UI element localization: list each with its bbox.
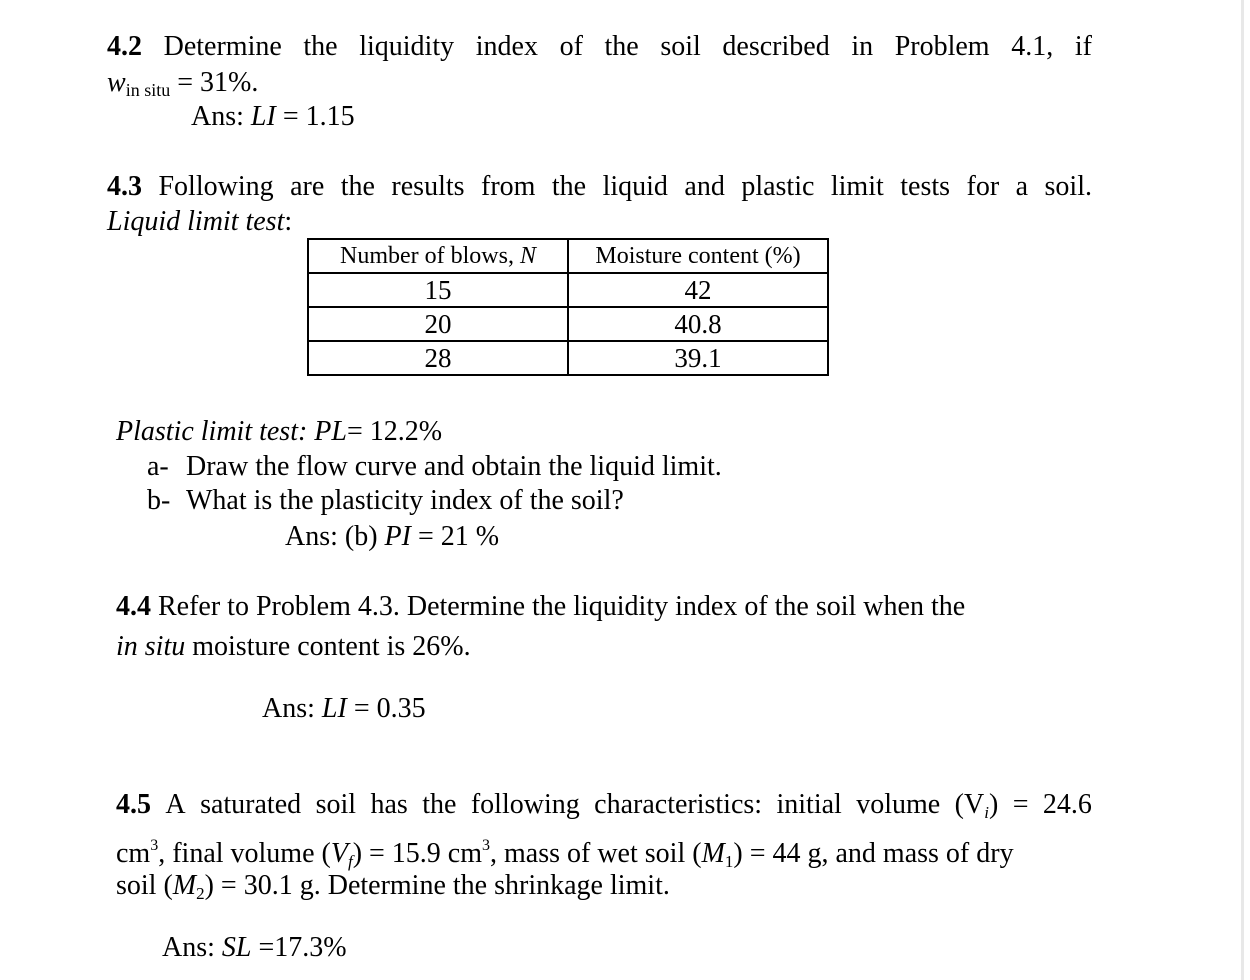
word: Problem	[894, 31, 990, 62]
word: of	[559, 31, 583, 62]
word: index	[475, 31, 538, 62]
problem-text: moisture content is 26%.	[185, 631, 471, 662]
answer-value: =17.3%	[251, 932, 347, 963]
word: saturated	[200, 789, 302, 820]
liquid-limit-label: Liquid limit test	[107, 206, 285, 237]
word: are	[290, 171, 325, 202]
problem-4-3-line1	[107, 170, 1092, 204]
header-moisture: Moisture content (%)	[568, 239, 828, 273]
problem-number: 4.3	[107, 171, 142, 202]
unit: cm	[116, 838, 151, 869]
word: plastic	[741, 171, 815, 202]
word: Determine	[163, 31, 282, 62]
text: ) = 15.9 cm	[352, 838, 483, 869]
liquid-limit-table	[307, 238, 829, 376]
word: soil.	[1044, 171, 1092, 202]
problem-4-5-answer	[162, 931, 347, 965]
word: the	[340, 171, 375, 202]
problem-4-4-line1	[116, 590, 965, 624]
word: and	[684, 171, 725, 202]
problem-number: 4.4	[116, 591, 151, 622]
m1-subscript: 1	[724, 852, 734, 871]
word: A	[165, 789, 186, 820]
cell-moisture: 42	[568, 273, 828, 307]
word: has	[370, 789, 408, 820]
word: soil	[660, 31, 701, 62]
m1-symbol: M	[701, 838, 725, 869]
question-b-text: What is the plasticity index of the soil?	[186, 485, 624, 516]
problem-4-5-line1	[116, 788, 1092, 830]
word: liquid	[602, 171, 668, 202]
cell-moisture: 40.8	[568, 307, 828, 341]
word: following	[470, 789, 580, 820]
answer-value: = 1.15	[275, 101, 355, 132]
word: liquidity	[359, 31, 455, 62]
problem-4-5-line3	[116, 869, 670, 911]
header-blows	[308, 239, 568, 273]
problem-4-3-answer	[285, 520, 499, 554]
cell-blows: 15	[308, 273, 568, 307]
answer-variable: PI	[384, 521, 411, 552]
header-blows-text: Number of blows,	[340, 242, 520, 269]
answer-label: Ans:	[162, 932, 222, 963]
superscript: 3	[150, 837, 159, 854]
word: characteristics:	[594, 789, 763, 820]
word: limit	[830, 171, 884, 202]
cell-blows: 28	[308, 341, 568, 375]
word: tests	[900, 171, 951, 202]
word: the	[551, 171, 587, 202]
word: results	[391, 171, 465, 202]
text: , mass of wet soil (	[490, 838, 702, 869]
m2-subscript: 2	[196, 884, 205, 903]
question-a-marker: a-	[147, 451, 169, 482]
question-b	[147, 484, 624, 518]
answer-label: Ans:	[262, 693, 322, 724]
problem-4-4-answer	[262, 692, 426, 726]
word: soil	[315, 789, 357, 820]
word: initial	[776, 789, 842, 820]
answer-variable: SL	[221, 932, 252, 963]
vf-symbol: V	[330, 838, 348, 869]
answer-value: = 0.35	[346, 693, 426, 724]
text: ) = 30.1 g. Determine the shrinkage limit.	[204, 870, 670, 901]
vi-close: )	[988, 789, 999, 820]
table-row	[308, 341, 828, 375]
plastic-limit-value: = 12.2%	[347, 416, 443, 447]
w-subscript: in situ	[125, 80, 171, 100]
vi-subscript: i	[984, 803, 989, 822]
word: the	[604, 31, 639, 62]
answer-label: Ans:	[191, 101, 251, 132]
word: the	[303, 31, 338, 62]
text: , final volume (	[158, 838, 331, 869]
word: from	[481, 171, 536, 202]
vf-subscript: f	[347, 852, 353, 871]
word: Following	[158, 171, 274, 202]
answer-label: Ans: (b)	[285, 521, 385, 552]
liquid-limit-heading	[107, 205, 292, 239]
cell-moisture: 39.1	[568, 341, 828, 375]
page-edge	[1241, 0, 1244, 980]
word: 24.6	[1042, 789, 1092, 820]
m2-symbol: M	[172, 870, 197, 901]
word: if	[1074, 31, 1092, 62]
in-situ-term: in situ	[116, 631, 186, 662]
answer-value: = 21 %	[410, 521, 500, 552]
plastic-limit-label: Plastic limit test: PL	[116, 416, 347, 447]
problem-4-2-line1	[107, 30, 1092, 64]
vi-open: (V	[954, 789, 985, 820]
problem-number: 4.5	[116, 789, 151, 820]
cell-blows: 20	[308, 307, 568, 341]
problem-number: 4.2	[107, 31, 142, 62]
table-header-row	[308, 239, 828, 273]
word: for	[966, 171, 1000, 202]
table-row	[308, 307, 828, 341]
word	[856, 788, 940, 830]
problem-text: Refer to Problem 4.3. Determine the liquidity index of the soil when the	[151, 591, 966, 622]
plastic-limit-line	[116, 415, 442, 449]
vi-symbol	[955, 788, 999, 830]
text: ) = 44 g, and mass of dry	[733, 838, 1014, 869]
word: 4.1,	[1011, 31, 1054, 62]
word: the	[422, 789, 457, 820]
colon: :	[284, 206, 293, 237]
w-value: = 31%.	[170, 67, 259, 98]
word: =	[1012, 789, 1029, 820]
question-a	[147, 450, 722, 484]
question-a-text: Draw the flow curve and obtain the liquid limit.	[186, 451, 722, 482]
w-symbol: w	[107, 67, 126, 98]
table-row	[308, 273, 828, 307]
text: soil (	[116, 870, 173, 901]
word: described	[722, 31, 830, 62]
word: in	[851, 31, 874, 62]
word: a	[1015, 171, 1029, 202]
word: volume	[856, 789, 941, 820]
header-blows-var: N	[519, 242, 536, 269]
superscript: 3	[482, 837, 491, 854]
answer-variable: LI	[321, 693, 347, 724]
question-b-marker: b-	[147, 485, 171, 516]
problem-4-2-answer	[191, 100, 355, 134]
answer-variable: LI	[250, 101, 276, 132]
problem-4-4-line2	[116, 630, 471, 664]
